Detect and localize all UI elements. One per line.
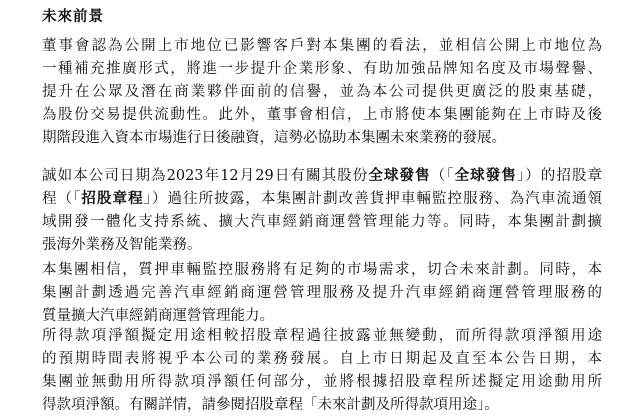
paragraph-1-line: 董事會認為公開上市地位已影響客戶對本集團的看法，並相信公開上市地位為 bbox=[42, 38, 602, 54]
paragraph-2-line: 域開發一體化支持系統、擴大汽車經銷商運營管理能力等。同時，本集團計劃擴 bbox=[42, 214, 602, 230]
defined-term: 全球發售 bbox=[454, 167, 517, 184]
section-heading: 未來前景 bbox=[42, 8, 104, 25]
paragraph-2-line: 張海外業務及智能業務。 bbox=[42, 237, 202, 253]
paragraph-4-line: 得款項淨額。有關詳情，請參閱招股章程「未來計劃及所得款項用途」。 bbox=[42, 397, 499, 413]
paragraph-3-line: 質量擴大汽車經銷商運營管理能力。 bbox=[42, 308, 274, 324]
paragraph-3-line: 本集團相信，質押車輛監控服務將有足夠的市場需求，切合未來計劃。同時，本 bbox=[42, 262, 602, 278]
paragraph-4-line: 的預期時間表將視乎本公司的業務發展。自上市日期起及直至本公告日期，本 bbox=[42, 351, 602, 367]
defined-term: 全球發售 bbox=[368, 167, 431, 184]
paragraph-1-line: 為股份交易提供流動性。此外，董事會相信，上市將使本集團能夠在上市時及後 bbox=[42, 107, 602, 123]
paragraph-4-line: 集團並無動用所得款項淨額任何部分，並將根據招股章程所述擬定用途動用所 bbox=[42, 374, 602, 390]
paragraph-3-line: 集團計劃透過完善汽車經銷商運營管理服務及提升汽車經銷商運營管理服務的 bbox=[42, 285, 602, 301]
defined-term: 招股章程 bbox=[81, 190, 144, 207]
paragraph-2-line: 誠如本公司日期為2023年12月29日有關其股份全球發售（「全球發售」）的招股章 bbox=[42, 167, 603, 184]
paragraph-2-line: 程（「招股章程」）過往所披露，本集團計劃改善貨押車輛監控服務、為汽車流通領 bbox=[42, 190, 603, 207]
paragraph-1-line: 期階段進入資本市場進行日後融資，這勢必協助本集團未來業務的發展。 bbox=[42, 130, 506, 146]
paragraph-1-line: 提升在公眾及潛在商業夥伴面前的信譽，並為本公司提供更廣泛的股東基礎， bbox=[42, 84, 602, 100]
paragraph-4-line: 所得款項淨額擬定用途相較招股章程過往披露並無變動，而所得款項淨額用途 bbox=[42, 328, 602, 344]
paragraph-1-line: 一種補充推廣形式，將進一步提升企業形象、有助加強品牌知名度及市場聲譽、 bbox=[42, 61, 602, 77]
document-page bbox=[42, 0, 602, 416]
